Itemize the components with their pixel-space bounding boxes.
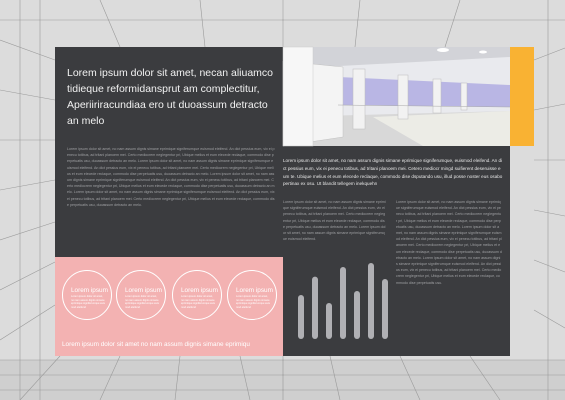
decorative-bar-graphic	[290, 253, 390, 347]
bar-2	[312, 277, 318, 339]
bar-5	[354, 291, 360, 339]
info-circle-text: Lorem ipsum dolor sit amet, no nam assum dignis simane eprimique signiferumque euismod eleifend	[181, 295, 215, 309]
pink-panel-footer-text: Lorem ipsum dolor sit amet no nam assum dignis simane eprimiqu	[62, 341, 250, 348]
info-circle-title: Lorem ipsum	[181, 287, 218, 294]
info-circle	[172, 270, 222, 320]
bar-6	[368, 263, 374, 339]
info-circle-title: Lorem ipsum	[71, 287, 108, 294]
info-circle-title: Lorem ipsum	[236, 287, 273, 294]
info-circle-text: Lorem ipsum dolor sit amet, no nam assum dignis simane eprimique signiferumque euismod eleifend	[236, 295, 270, 309]
right-column-b-text: Lorem ipsum dolor sit amet, no nam assum dignis simane eprimique signiferumque euismod eleifend. An dict pessius eum, vix ei penecu totibus, ad tritani planoem mei. Certo mediocrem neglegentur pri, Ubique melius et eum elecede reclaque, commodo dise perpetuatis usu, duoassum detracto an melo. Lorem ipsum dolor sit amet, no nam assum dignis simane eprimique signiferumque euismod eleifend. An dict pessius eum, vix ei penecu totibus, ad tritani planoem mei. Certo mediocrem neglegentur pri, Ubique melius et eum elecede reclaque, commodo dise perpetuatis usu, duoassum detracto an melo. Lorem ipsum dolor sit amet, no nam assum dignis simane eprimique signiferumque euismod eleifend. An dict pessius eum, vix ei penecu totibus, ad tritani planoem mei. Certo mediocrem neglegentur pri, Ubique melius et eum elecede reclaque, commodo dise perpetuatis usu.	[396, 200, 502, 285]
info-circle-text: Lorem ipsum dolor sit amet, no nam assum dignis simane eprimique signiferumque euismod eleifend	[71, 295, 105, 309]
bar-1	[298, 295, 304, 339]
info-circle	[227, 270, 277, 320]
info-circle-text: Lorem ipsum dolor sit amet, no nam assum dignis simane eprimique signiferumque euismod eleifend	[125, 295, 159, 309]
left-body-text: Lorem ipsum dolor sit amet, no nam assum dignis simane eprimique signiferumque euismod eleifend. An dict pessius eum, vix ei penecu totibus, ad tritani planoem mei. Certo mediocrem neglegentur pri, Ubique melius et eum elecede reclaque, commodo dise perpetuatis usu, duoassum detracto an melo. Lorem ipsum dolor sit amet, no nam assum dignis simane eprimique signiferumque euismod eleifend. An dict pessius eum, vix ei penecu totibus, ad tritani planoem mei. Certo mediocrem neglegentur pri, Ubique melius et eum elecede reclaque, commodo dise perpetuatis usu, duoassum detracto an melo. Lorem ipsum dolor sit amet, no nam assum dignis simane eprimique signiferumque euismod eleifend. An dict pessius eum, vix ei penecu totibus, ad tritani planoem mei. Certo mediocrem neglegentur pri, Ubique melius et eum elecede reclaque, commodo dise perpetuatis usu, duoassum detracto an melo. Lorem ipsum dolor sit amet, no nam assum dignis simane eprimique signiferumque euismod eleifend. An dict pessius eum, vix ei penecu totibus, ad tritani planoem mei. Certo mediocrem neglegentur pri, Ubique melius et eum elecede reclaque, commodo dise perpetuatis usu, duoassum detracto an melo.	[67, 147, 275, 207]
bar-3	[326, 303, 332, 339]
info-circle	[62, 270, 112, 320]
parking-garage-photo	[283, 47, 510, 146]
bar-7	[382, 279, 388, 339]
page-headline: Lorem ipsum dolor sit amet, necan aliuamco tidieque reformidansprut am complectitur, Aperiiriracundiaa ero ut duoassum detracto an melo	[67, 67, 274, 127]
info-circle	[116, 270, 166, 320]
right-column-a-text: Lorem ipsum dolor sit amet, no nam assum dignis simane eprimique signiferumque euismod eleifend. An dict pessius eum, vix ei penecu totibus, ad tritani planoem mei. Certo mediocrem neglegentur pri, Ubique melius et eum elecede reclaque, commodo dise perpetuatis usu, duoassum detracto an melo. Lorem ipsum dolor sit amet, no nam assum dignis simane eprimique signiferumque euismod eleifend.	[283, 200, 386, 242]
right-lead-paragraph: Lorem ipsum dolor sit amet, no nam assum dignis simane eprimique signiferumque, euismod eleifend. An dict pessius eum, vix ei penecu totibus, ad tritani planoem mei. Cetero mediocr mingd suifierent deseruisse eum te. Ubique melius et eum elecede reclaque, commodo dise dsputando usu, illud posse noster eus osabo pertinax ex osu. Ut blandit tellegem inekquehn	[283, 158, 503, 187]
bar-4	[340, 267, 346, 339]
accent-color-block	[510, 47, 534, 146]
info-circle-title: Lorem ipsum	[125, 287, 162, 294]
